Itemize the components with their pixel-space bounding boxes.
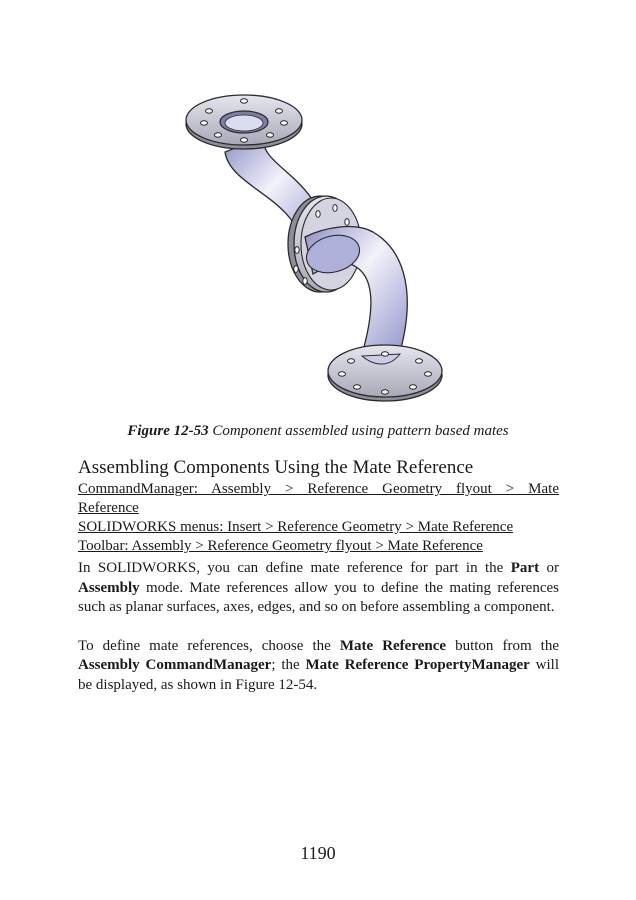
commandmanager-path: CommandManager: Assembly > Reference Geometry flyout > Mate: [78, 481, 559, 497]
section-heading: Assembling Components Using the Mate Reference: [78, 457, 474, 478]
section-content: [78, 456, 559, 695]
figure-caption: [0, 423, 636, 440]
bottom-flange: [328, 345, 442, 401]
pipe-assembly-illustration: [185, 82, 455, 412]
para1-bold-part: Part: [510, 560, 540, 576]
para2-bold-propertymanager: Mate Reference PropertyManager: [305, 657, 530, 673]
para2-bold-assembly-commandmanager: Assembly CommandManager: [78, 657, 272, 673]
menus-path: SOLIDWORKS menus: Insert > Reference Geometry > Mate Reference: [78, 519, 514, 535]
figure-caption-text: Component assembled using pattern based mates: [212, 423, 509, 439]
para2-bold-mate-reference: Mate Reference: [339, 637, 447, 654]
para2-text-3: ; the: [271, 657, 306, 673]
paragraph-mate-reference-intro: [78, 559, 559, 618]
figure-label: Figure 12-53: [127, 423, 209, 439]
pipe-assembly-figure: [185, 82, 455, 412]
para1-bold-assembly: Assembly: [78, 579, 140, 596]
top-flange: [186, 95, 302, 149]
para1-text-2: or: [539, 560, 559, 576]
para1-text-3: mode. Mate references allow you to define the mating references such as planar surfaces, axes, edges, and so on before assembling a component.: [78, 579, 559, 615]
toolbar-path: Toolbar: Assembly > Reference Geometry flyout > Mate Reference: [78, 538, 483, 554]
para2-text-2: button from the: [446, 637, 559, 654]
para1-text-1: In SOLIDWORKS, you can define mate reference for part in the: [78, 560, 511, 576]
commandmanager-path-continued: Reference: [78, 500, 139, 516]
para2-text-1: To define mate references, choose the: [78, 637, 340, 654]
paragraph-define-mate-references: [78, 637, 559, 696]
page-number: 1190: [300, 843, 336, 863]
para2-text-4: will be displayed, as shown in Figure 12-54.: [78, 657, 559, 693]
